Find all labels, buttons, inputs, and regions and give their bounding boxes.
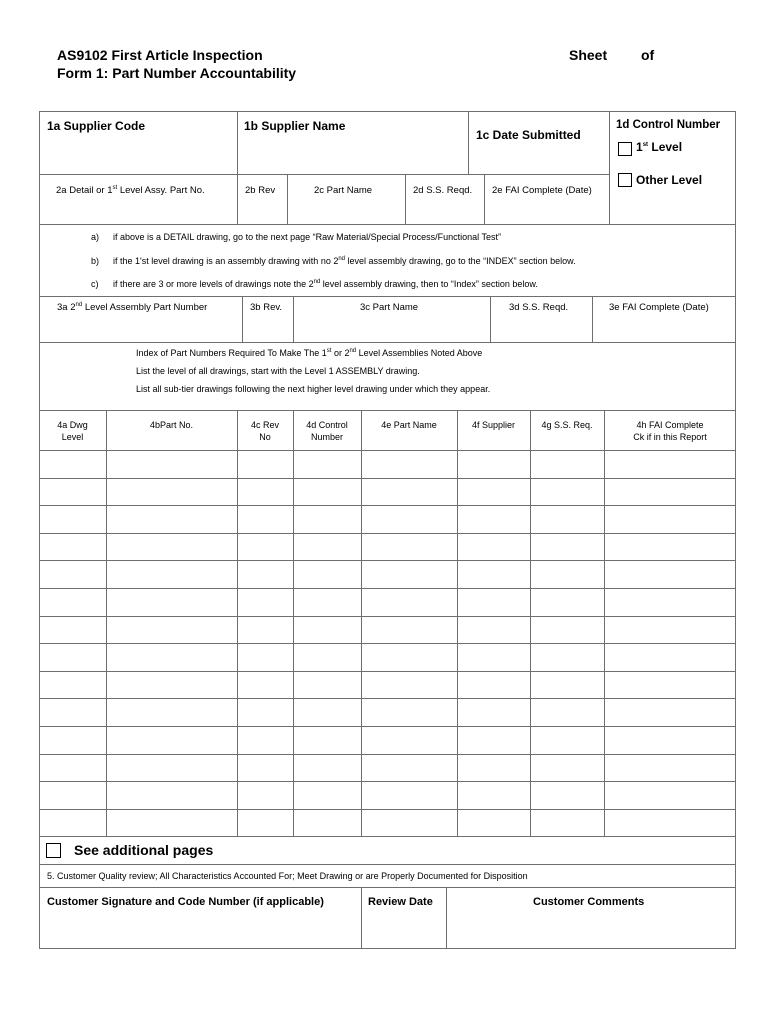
table-row — [39, 836, 736, 837]
column-header: 4a Dwg Level — [57, 420, 88, 442]
table-cell[interactable] — [605, 589, 735, 615]
table-cell[interactable] — [362, 479, 456, 505]
table-cell[interactable] — [605, 534, 735, 560]
table-cell[interactable] — [40, 534, 105, 560]
table-cell[interactable] — [605, 699, 735, 725]
table-cell[interactable] — [458, 617, 529, 643]
table-cell[interactable] — [294, 589, 360, 615]
table-cell[interactable] — [605, 451, 735, 477]
table-cell[interactable] — [107, 782, 236, 808]
table-cell[interactable] — [294, 810, 360, 836]
instruction-a-text: if above is a DETAIL drawing, go to the next page “Raw Material/Special Process/Functional Test” — [113, 232, 502, 242]
table-cell[interactable] — [238, 561, 292, 587]
table-cell[interactable] — [531, 755, 603, 781]
table-cell[interactable] — [605, 644, 735, 670]
table-cell[interactable] — [458, 644, 529, 670]
table-cell[interactable] — [294, 727, 360, 753]
table-cell[interactable] — [238, 506, 292, 532]
table-cell[interactable] — [107, 755, 236, 781]
table-cell[interactable] — [531, 506, 603, 532]
table-cell[interactable] — [40, 672, 105, 698]
table-cell[interactable] — [605, 755, 735, 781]
table-cell[interactable] — [531, 451, 603, 477]
sheet-label: Sheet — [569, 47, 608, 63]
table-cell[interactable] — [458, 561, 529, 587]
table-cell[interactable] — [531, 810, 603, 836]
table-cell[interactable] — [362, 534, 456, 560]
table-cell[interactable] — [531, 617, 603, 643]
instruction-c-text: if there are 3 or more levels of drawings note the 2nd level assembly drawing, then to “Index” section below. — [113, 279, 538, 289]
table-cell[interactable] — [458, 589, 529, 615]
instruction-b-text: if the 1'st level drawing is an assembly drawing with no 2nd level assembly drawing, go to the “INDEX” section below. — [113, 256, 576, 266]
table-cell[interactable] — [107, 699, 236, 725]
table-cell[interactable] — [362, 589, 456, 615]
table-cell[interactable] — [294, 644, 360, 670]
instruction-a-marker: a) — [91, 232, 100, 242]
table-cell[interactable] — [238, 479, 292, 505]
table-cell[interactable] — [458, 479, 529, 505]
table-cell[interactable] — [40, 479, 105, 505]
table-cell[interactable] — [40, 699, 105, 725]
fai-complete-3e-label: 3e FAI Complete (Date) — [609, 302, 709, 313]
table-cell[interactable] — [294, 534, 360, 560]
first-level-label: 1st Level — [636, 140, 683, 154]
table-cell[interactable] — [362, 699, 456, 725]
table-cell[interactable] — [294, 479, 360, 505]
table-cell[interactable] — [531, 699, 603, 725]
table-cell[interactable] — [107, 534, 236, 560]
table-cell[interactable] — [605, 727, 735, 753]
index-line-2: List the level of all drawings, start with the Level 1 ASSEMBLY drawing. — [136, 366, 420, 376]
table-cell[interactable] — [40, 755, 105, 781]
table-cell[interactable] — [605, 782, 735, 808]
table-cell[interactable] — [531, 479, 603, 505]
first-level-checkbox[interactable] — [618, 142, 632, 156]
part-name-2c-label: 2c Part Name — [314, 185, 373, 196]
table-cell[interactable] — [294, 782, 360, 808]
customer-comments-label: Customer Comments — [533, 896, 645, 908]
table-cell[interactable] — [294, 755, 360, 781]
table-cell[interactable] — [362, 810, 456, 836]
table-cell[interactable] — [458, 534, 529, 560]
fai-complete-2e-label: 2e FAI Complete (Date) — [492, 185, 592, 196]
ss-reqd-3d-label: 3d S.S. Reqd. — [509, 302, 569, 313]
table-cell[interactable] — [294, 506, 360, 532]
additional-pages-checkbox[interactable] — [46, 843, 61, 858]
table-cell[interactable] — [238, 617, 292, 643]
table-cell[interactable] — [238, 451, 292, 477]
table-cell[interactable] — [107, 561, 236, 587]
index-line-3: List all sub-tier drawings following the next higher level drawing under which they appear. — [136, 384, 491, 394]
table-cell[interactable] — [458, 699, 529, 725]
table-cell[interactable] — [294, 672, 360, 698]
table-cell[interactable] — [40, 644, 105, 670]
table-cell[interactable] — [362, 561, 456, 587]
table-cell[interactable] — [238, 699, 292, 725]
table-cell[interactable] — [458, 506, 529, 532]
table-cell[interactable] — [107, 617, 236, 643]
table-cell[interactable] — [107, 672, 236, 698]
table-cell[interactable] — [362, 644, 456, 670]
table-cell[interactable] — [238, 755, 292, 781]
table-cell[interactable] — [362, 672, 456, 698]
table-cell[interactable] — [294, 617, 360, 643]
table-cell[interactable] — [458, 810, 529, 836]
table-cell[interactable] — [238, 644, 292, 670]
table-cell[interactable] — [107, 506, 236, 532]
additional-pages-label: See additional pages — [74, 842, 214, 858]
table-cell[interactable] — [238, 672, 292, 698]
table-cell[interactable] — [605, 617, 735, 643]
table-cell[interactable] — [458, 451, 529, 477]
table-cell[interactable] — [40, 561, 105, 587]
form-subtitle: Form 1: Part Number Accountability — [57, 65, 297, 81]
index-line-1: Index of Part Numbers Required To Make The 1st or 2nd Level Assemblies Noted Above — [136, 348, 483, 358]
customer-review-text: 5. Customer Quality review; All Characteristics Accounted For; Meet Drawing or are Properly Documented for Disposition — [47, 871, 528, 881]
table-cell[interactable] — [40, 506, 105, 532]
table-cell[interactable] — [531, 782, 603, 808]
table-cell[interactable] — [40, 451, 105, 477]
table-cell[interactable] — [605, 672, 735, 698]
table-cell[interactable] — [107, 727, 236, 753]
table-cell[interactable] — [40, 589, 105, 615]
table-cell[interactable] — [362, 451, 456, 477]
ss-reqd-2d-label: 2d S.S. Reqd. — [413, 185, 473, 196]
table-cell[interactable] — [362, 506, 456, 532]
table-cell[interactable] — [294, 699, 360, 725]
column-header: 4g S.S. Req. — [541, 420, 593, 430]
table-cell[interactable] — [531, 644, 603, 670]
table-cell[interactable] — [605, 810, 735, 836]
table-cell[interactable] — [107, 589, 236, 615]
table-cell[interactable] — [40, 727, 105, 753]
column-header: 4f Supplier — [471, 420, 516, 430]
table-cell[interactable] — [107, 810, 236, 836]
table-cell[interactable] — [531, 589, 603, 615]
table-cell[interactable] — [40, 617, 105, 643]
table-cell[interactable] — [362, 782, 456, 808]
table-cell[interactable] — [107, 479, 236, 505]
assy-part-3a-label: 3a 2nd Level Assembly Part Number — [57, 301, 208, 313]
rev-3b-label: 3b Rev. — [250, 302, 283, 313]
table-cell[interactable] — [107, 451, 236, 477]
table-cell[interactable] — [294, 561, 360, 587]
instruction-b-marker: b) — [91, 256, 100, 266]
customer-signature-label: Customer Signature and Code Number (if applicable) — [47, 896, 324, 908]
table-cell[interactable] — [238, 810, 292, 836]
part-name-3c-label: 3c Part Name — [360, 302, 419, 313]
column-header: 4d Control Number — [306, 420, 348, 442]
column-header: 4c Rev No — [250, 420, 279, 442]
column-header: 4bPart No. — [149, 420, 194, 430]
table-cell[interactable] — [294, 451, 360, 477]
supplier-code-label: 1a Supplier Code — [47, 119, 146, 133]
other-level-label: Other Level — [636, 173, 703, 187]
table-cell[interactable] — [362, 617, 456, 643]
column-header: 4e Part Name — [381, 420, 437, 430]
table-cell[interactable] — [458, 672, 529, 698]
table-cell[interactable] — [458, 782, 529, 808]
table-cell[interactable] — [531, 534, 603, 560]
table-cell[interactable] — [605, 479, 735, 505]
table-cell[interactable] — [531, 727, 603, 753]
table-cell[interactable] — [238, 727, 292, 753]
table-cell[interactable] — [40, 810, 105, 836]
supplier-name-label: 1b Supplier Name — [244, 119, 346, 133]
control-number-label: 1d Control Number — [616, 119, 721, 131]
review-date-label: Review Date — [368, 896, 433, 908]
detail-part-label: 2a Detail or 1st Level Assy. Part No. — [56, 184, 205, 196]
table-cell[interactable] — [458, 727, 529, 753]
of-label: of — [641, 47, 655, 63]
table-cell[interactable] — [531, 561, 603, 587]
table-cell[interactable] — [531, 672, 603, 698]
table-cell[interactable] — [238, 534, 292, 560]
column-header: 4h FAI Complete Ck if in this Report — [633, 420, 707, 442]
table-cell[interactable] — [605, 506, 735, 532]
table-cell[interactable] — [458, 755, 529, 781]
form-title: AS9102 First Article Inspection — [57, 47, 263, 63]
rev-2b-label: 2b Rev — [245, 185, 276, 196]
table-cell[interactable] — [362, 755, 456, 781]
table-cell[interactable] — [40, 782, 105, 808]
instruction-c-marker: c) — [91, 279, 99, 289]
table-cell[interactable] — [362, 727, 456, 753]
date-submitted-label: 1c Date Submitted — [476, 128, 581, 142]
table-cell[interactable] — [238, 782, 292, 808]
other-level-checkbox[interactable] — [618, 173, 632, 187]
table-cell[interactable] — [107, 644, 236, 670]
table-cell[interactable] — [238, 589, 292, 615]
table-cell[interactable] — [605, 561, 735, 587]
